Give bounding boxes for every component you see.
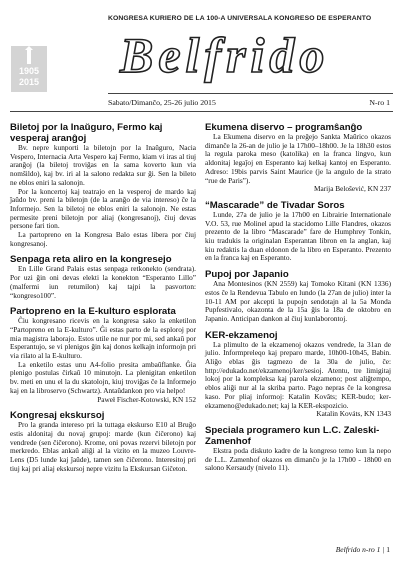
page-footer: Belfrido n-ro 1 | 1	[335, 545, 390, 554]
article	[205, 122, 391, 194]
article-paragraph: La partopreno en la Kongresa Balo estas libera por ĉiuj kongresanoj.	[10, 230, 196, 248]
article-signature: Paweł Fischer-Kotowski, KN 152	[97, 394, 196, 404]
footer-label: Belfrido n-ro 1	[335, 545, 381, 554]
article	[205, 425, 391, 473]
article-title: Biletoj por la Inaŭguro, Fermo kaj vesperaj aranĝoj	[10, 122, 163, 144]
article	[10, 254, 196, 300]
congress-logo	[11, 46, 47, 92]
article-paragraph: Bv. nepre kunporti la biletojn por la Inaŭguro, Nacia Vespero, Internacia Arta Vespero kaj Fermo, kiam vi iras al tiuj aranĝoj (la biletoj troviĝas en la sama koverto kun via nomŝildo), kaj bv. iri al la salono redakta sur ĝi. Sen la bileto ne eblos eniri la salonojn.	[10, 143, 196, 187]
article	[10, 410, 196, 473]
article	[10, 306, 196, 404]
article-title: Pupoj por Japanio	[205, 269, 289, 281]
dateline-rule	[10, 111, 393, 112]
article-paragraph: Por la koncertoj kaj teatrajo en la vesperoj de mardo kaj ĵaŭdo bv. preni la biletojn (de la aranĝo de via intereso) ĉe la Informejo. Sen la biletoj ne eblos eniri la salonojn. Ne estas permesite preni biletojn por aliaj (kongresanoj), ĉiuj devas persone fari tion.	[10, 186, 196, 231]
issue-number: N-ro 1	[369, 98, 390, 107]
article-paragraph: La Ekumena diservo en la preĝejo Sankta Maŭrico okazos dimanĉe la 26-an de julio je la 17h00–18h00. Je la 18h30 estos la regula paroka meso (katolika) en la franca lingvo, kun aldonitaj legaĵoj en Esperanto kaj kelkaj kantoj en Esperanto. Adreso: 19bis parvis Saint Maurice (je la angulo de la strato “rue de Paris”).	[205, 132, 391, 185]
article	[205, 269, 391, 324]
right-column	[205, 122, 391, 479]
page-number: 1	[386, 545, 390, 554]
newspaper-title: Belfrido	[120, 27, 330, 83]
article-title: “Mascarade” de Tivadar Soros	[205, 199, 345, 211]
article-paragraph: Lunde, 27a de julio je la 17h00 en Librairie Internationale V.O. 53, rue Molinel apud la stacidomo Lille Flandres, okazos prezento de la libro “Mascarade” fare de Humphrey Tonkin, kiu tradukis la originalan Esperantan libron en la anglan, kaj kiu redaktis la duan eldonon de la libro en Esperanto. Prezento en la franca kaj en Esperanto.	[205, 209, 391, 263]
article-title: Partopreno en la E-kulturo esplorata	[10, 306, 176, 318]
article-title: Speciala programero kun L.C. Zaleski-Zamenhof	[205, 424, 380, 447]
article	[205, 200, 391, 263]
logo-year-top: 1905	[18, 66, 40, 76]
article-title: Senpaga reta aliro en la kongresejo	[10, 254, 172, 266]
masthead-subtitle: KONGRESA KURIERO DE LA 100-A UNIVERSALA KONGRESO DE ESPERANTO	[108, 15, 372, 22]
article-paragraph: La plimulto de la ekzamenoj okazos vendrede, la 31an de julio. Informpreleqo kaj preparo marde, 10h00-10h45, Babin. Aliĝo eblas ĝis tagmezo de la 30a de julio, ĉe: http://edukado.net/ekzamenoj/ker/sesioj. Atentu, tre limigitaj lokoj por la kompleksa kaj parola ekzameno; post aliĝtempo, eblos aliĝi nur al la skriba parto. Pago nepras ĉe la kongresa kaso. Por pliaj informoj: Katalin Kovâts; KER-budo; ker-ekzameno@edukado.net; kaj la KER-ekspozicio.	[205, 339, 391, 410]
article-signature: Katalin Kováts, KN 1343	[316, 409, 391, 419]
article-paragraph: Ĉiu kongresano ricevis en la kongresa sako la enketilon “Partopreno en la E-kulturo”. Ĝi estas parto de la esploroj por mia magistra laborajo. Estos utile ne nur por mi, sed ankaŭ por Esperantujo, se vi plenigos ĝin kaj donos kelkajn informojn pri via rilato al la E-kulturo.	[10, 316, 196, 361]
article	[205, 330, 391, 419]
left-column	[10, 122, 196, 480]
article	[10, 122, 196, 248]
logo-year-bottom: 2015	[18, 77, 40, 87]
masthead-rule	[108, 93, 393, 94]
article-paragraph: Ekstra poda diskuto kadre de la kongreso temo kun la nepo de L.L. Zamenhof okazos en dimanĉo je la 17h00 - 18h00 en salono Kersaudy (nivelo 11).	[205, 445, 391, 473]
article-title: Ekumena diservo – programŝanĝo	[205, 122, 363, 133]
article-signature: Marija Belošević, KN 237	[313, 184, 391, 194]
article-title: KER-ekzamenoj	[205, 329, 278, 341]
article-paragraph: La enketilo estas unu A4-folio presita ambaŭflanke. Ĝia plenigo postulas ĉirkaŭ 10 minutojn. La plenigitan enketilon bv. meti en unu el la du skatolojn, kiuj troviĝas ĉe la Informejo kaj en la libroservo (Schwartz). Antaŭdankon pro via helpo!	[10, 359, 196, 395]
article-title: Kongresaj ekskursoj	[10, 410, 105, 422]
dateline: Sabato/Dimanĉo, 25-26 julio 2015	[108, 98, 216, 107]
article-paragraph: En Lille Grand Palais estas senpaga retkonekto (sendrata). Por uzi ĝin oni devas elekti la konekton “Esperanto Lillo” (malfermi iun retumilon) kaj tajpi la pasvorton: “kongreso100”.	[10, 264, 196, 300]
article-paragraph: Pro la granda intereso pri la tuttaga ekskurso E10 al Bruĝo estis aldonitaj du novaj grupoj: marde (kun ĉiĉerono) kaj vendrede (sen ĉiĉerono). Krome, oni povas rezervi biletojn por merkredo. Eblas ankaŭ aliĝi al la vizito en la muzeo Louvre-Lens (D5 lunde kaj ĵaŭde), tamen sen ĉiĉerono. Interesitoj pri tiuj kaj pri aliaj ekskursoj nepre vizitu la Ekskursan Giĉeton.	[10, 420, 196, 473]
article-paragraph: Ana Montesinos (KN 2559) kaj Tomoko Kitani (KN 1336) estos ĉe la Rendevua Tabulo en lundo (la 27an de julio) inter la 10-11 AM por akcepti la pupojn sendotajn al la 5a Monda Pupfestivalo, okazonta de la 15a ĝis la 18a de oktobro en Japanio. Anticipan dankon al ĉiuj kunlaborontoj.	[205, 279, 391, 323]
